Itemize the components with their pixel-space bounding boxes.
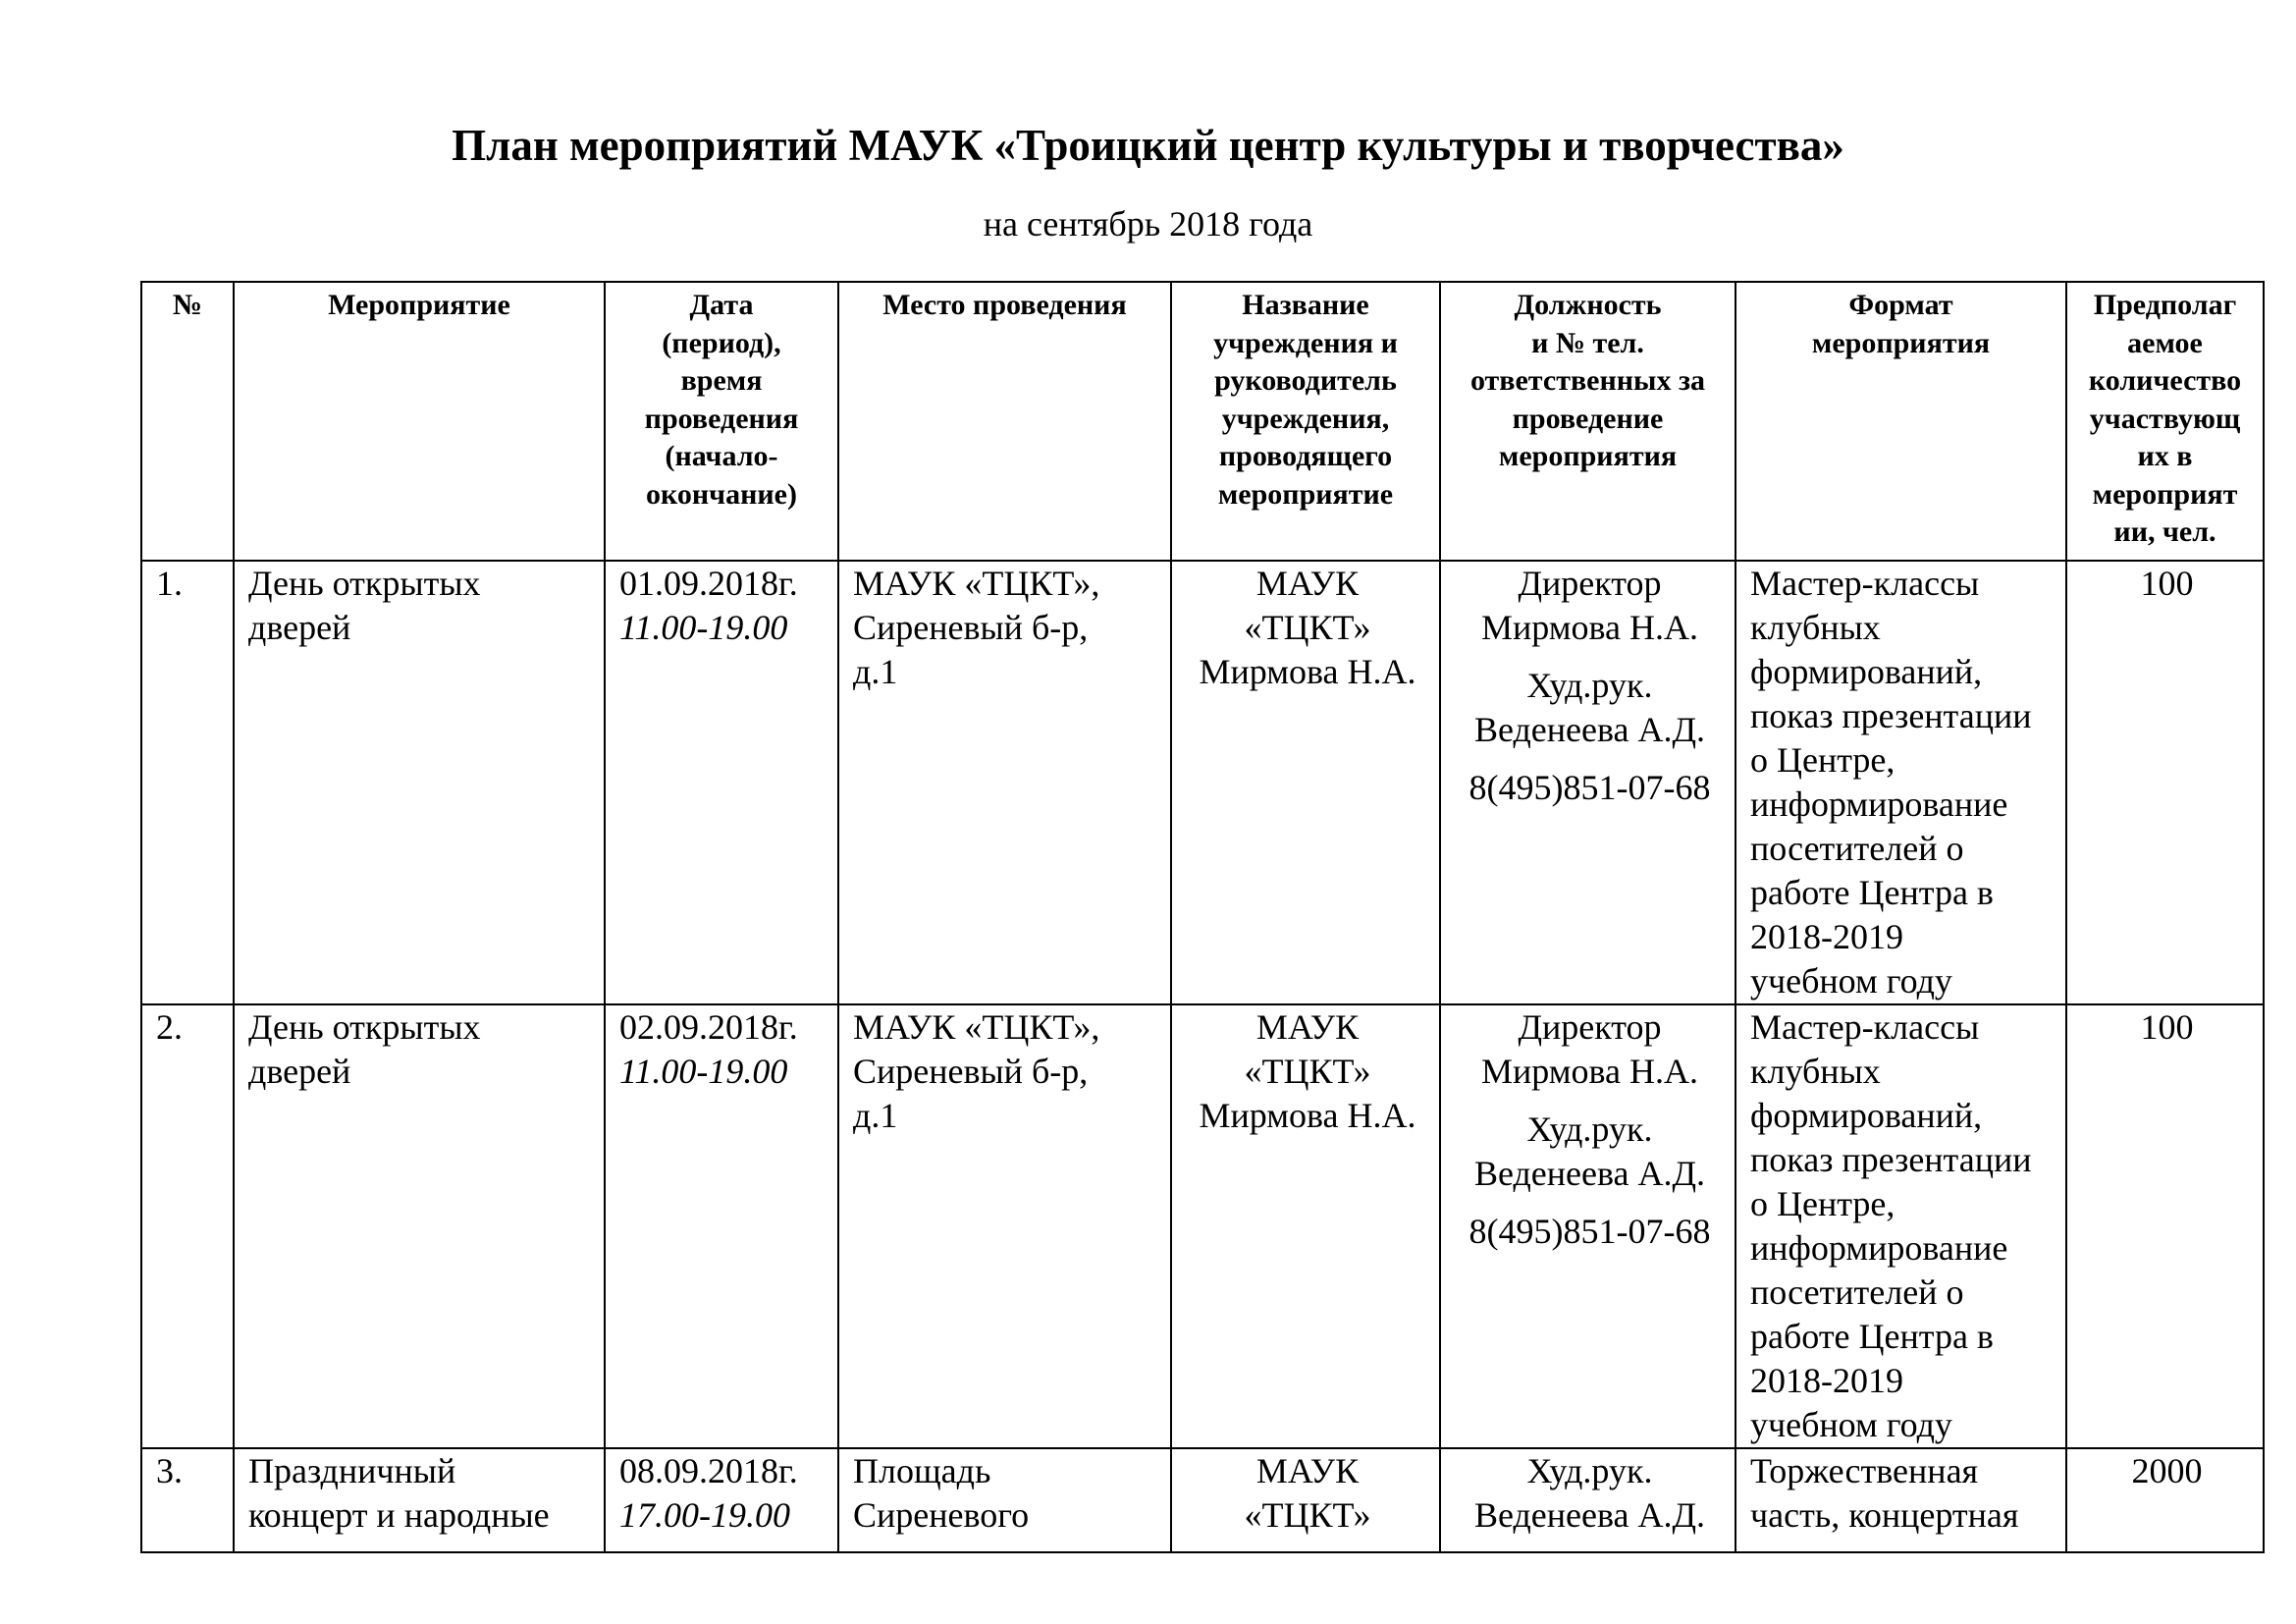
cell-date-time [605, 561, 838, 1004]
header-line: мероприятия [1811, 326, 1991, 359]
place-line: д.1 [853, 1095, 898, 1135]
format-line: о Центре, [1750, 739, 1896, 780]
header-line: Место проведения [882, 289, 1127, 321]
cell-event [234, 1004, 605, 1448]
organizer-line: Мирмова Н.А. [1199, 1095, 1416, 1135]
participants-count: 2000 [2131, 1450, 2203, 1490]
event-name-line: Праздничный [248, 1450, 456, 1490]
format-line: о Центре, [1750, 1183, 1896, 1223]
events-plan-table [140, 281, 2265, 1553]
participants-count: 100 [2140, 1006, 2194, 1047]
event-name-line: День открытых [248, 563, 481, 603]
cell-event [234, 561, 605, 1004]
format-line: часть, концертная [1750, 1494, 2019, 1535]
format-line: формирований, [1750, 1095, 1983, 1135]
header-line: Мероприятие [328, 289, 510, 321]
event-name-line: День открытых [248, 1006, 481, 1047]
organizer-line: МАУК [1255, 1006, 1360, 1047]
responsible-line: Мирмова Н.А. [1480, 1051, 1698, 1091]
header-line: ответственных за [1469, 364, 1706, 397]
responsible-line: Худ.рук. [1526, 665, 1653, 705]
format-line: информирование [1750, 784, 2008, 824]
header-line: мероприятия [1498, 440, 1678, 472]
header-line: их в [2137, 440, 2193, 472]
header-line: № [172, 289, 203, 321]
event-date: 02.09.2018г. [619, 1006, 798, 1047]
responsible-person [1455, 1005, 1725, 1094]
format-line: Мастер-классы [1750, 1006, 1980, 1047]
format-line: Мастер-классы [1750, 563, 1980, 603]
header-line: количество [2088, 364, 2242, 397]
place-line: Сиреневый б-р, [853, 1051, 1089, 1091]
responsible-person [1455, 1210, 1725, 1254]
header-date-time [605, 282, 838, 561]
header-line: проводящего [1218, 440, 1393, 472]
cell-participants-count [2066, 1004, 2264, 1448]
table-body [141, 561, 2264, 1552]
cell-format [1735, 561, 2066, 1004]
header-line: Должность [1514, 289, 1662, 321]
place-line: МАУК «ТЦКТ», [853, 1006, 1100, 1047]
place-line: Сиреневый б-р, [853, 607, 1089, 647]
event-time: 17.00-19.00 [619, 1494, 790, 1535]
cell-number [141, 1004, 234, 1448]
format-line: формирований, [1750, 651, 1983, 691]
format-line: учебном году [1750, 960, 1952, 1001]
header-responsible [1440, 282, 1735, 561]
header-line: ии, чел. [2113, 515, 2216, 548]
responsible-person [1455, 766, 1725, 810]
format-line: клубных [1750, 607, 1881, 647]
header-event [234, 282, 605, 561]
header-format [1735, 282, 2066, 561]
cell-place [838, 1448, 1171, 1552]
header-line: учреждения и [1213, 326, 1398, 359]
responsible-person [1455, 664, 1725, 752]
header-line: аемое [2127, 326, 2203, 359]
row-number: 3. [156, 1450, 183, 1490]
header-participants-count [2066, 282, 2264, 561]
cell-organizer [1171, 1448, 1440, 1552]
header-line: окончание) [646, 477, 797, 511]
cell-participants-count [2066, 1448, 2264, 1552]
table-row [141, 1004, 2264, 1448]
organizer-line: «ТЦКТ» [1244, 607, 1371, 647]
organizer-line: Мирмова Н.А. [1199, 651, 1416, 691]
responsible-line: Веденеева А.Д. [1473, 1494, 1706, 1535]
header-line: проведение [1512, 402, 1664, 435]
format-line: посетителей о [1750, 828, 1964, 868]
responsible-line: Директор [1518, 563, 1662, 603]
event-date: 08.09.2018г. [619, 1450, 798, 1490]
header-line: руководитель [1214, 364, 1397, 397]
place-line: Площадь [853, 1450, 991, 1490]
table-row [141, 1448, 2264, 1552]
cell-organizer [1171, 561, 1440, 1004]
cell-place [838, 561, 1171, 1004]
header-line: Формат [1848, 289, 1953, 321]
document-subtitle: на сентябрь 2018 года [983, 204, 1313, 244]
format-line: работе Центра в [1750, 872, 1994, 912]
header-line: участвующ [2089, 402, 2241, 435]
table-row [141, 561, 2264, 1004]
cell-format [1735, 1004, 2066, 1448]
responsible-person [1455, 1449, 1725, 1538]
format-line: показ презентации [1750, 1139, 2032, 1179]
format-line: 2018-2019 [1750, 1360, 1903, 1400]
row-number: 1. [156, 563, 183, 603]
event-name-line: концерт и народные [248, 1494, 550, 1535]
event-time: 11.00-19.00 [619, 1051, 788, 1091]
cell-participants-count [2066, 561, 2264, 1004]
cell-format [1735, 1448, 2066, 1552]
event-name-line: дверей [248, 1051, 351, 1091]
participants-count: 100 [2140, 563, 2194, 603]
place-line: д.1 [853, 651, 898, 691]
responsible-line: Директор [1518, 1006, 1662, 1047]
cell-date-time [605, 1004, 838, 1448]
organizer-line: МАУК [1255, 563, 1360, 603]
header-line: время [680, 364, 763, 397]
header-number [141, 282, 234, 561]
cell-organizer [1171, 1004, 1440, 1448]
responsible-line: Мирмова Н.А. [1480, 607, 1698, 647]
row-number: 2. [156, 1006, 183, 1047]
document-title: План мероприятий МАУК «Троицкий центр культуры и творчества» [452, 121, 1844, 170]
format-line: посетителей о [1750, 1272, 1964, 1312]
cell-responsible [1440, 1004, 1735, 1448]
format-line: Торжественная [1750, 1450, 1979, 1490]
header-line: мероприятие [1217, 477, 1394, 511]
format-line: клубных [1750, 1051, 1881, 1091]
event-time: 11.00-19.00 [619, 607, 788, 647]
header-line: Название [1242, 289, 1369, 321]
cell-number [141, 561, 234, 1004]
cell-responsible [1440, 561, 1735, 1004]
organizer-line: «ТЦКТ» [1244, 1051, 1371, 1091]
format-line: работе Центра в [1750, 1316, 1994, 1356]
cell-date-time [605, 1448, 838, 1552]
organizer-line: «ТЦКТ» [1244, 1494, 1371, 1535]
cell-place [838, 1004, 1171, 1448]
responsible-line: Веденеева А.Д. [1473, 1153, 1706, 1193]
place-line: МАУК «ТЦКТ», [853, 563, 1100, 603]
header-line: Предполаг [2093, 289, 2237, 321]
table-header-row [141, 282, 2264, 561]
event-date: 01.09.2018г. [619, 563, 798, 603]
responsible-line: Худ.рук. [1526, 1109, 1653, 1149]
header-line: (период), [662, 326, 781, 359]
place-line: Сиреневого [853, 1494, 1030, 1535]
responsible-person [1455, 562, 1725, 650]
cell-event [234, 1448, 605, 1552]
event-name-line: дверей [248, 607, 351, 647]
format-line: информирование [1750, 1227, 2008, 1268]
header-organizer [1171, 282, 1440, 561]
format-line: 2018-2019 [1750, 916, 1903, 956]
format-line: показ презентации [1750, 695, 2032, 735]
header-line: учреждения, [1221, 402, 1390, 435]
responsible-line: Худ.рук. [1526, 1450, 1653, 1490]
responsible-line: Веденеева А.Д. [1473, 709, 1706, 749]
header-line: Дата [689, 289, 754, 321]
organizer-line: МАУК [1255, 1450, 1360, 1490]
header-place [838, 282, 1171, 561]
cell-responsible [1440, 1448, 1735, 1552]
cell-number [141, 1448, 234, 1552]
header-line: мероприят [2092, 477, 2238, 511]
responsible-person [1455, 1108, 1725, 1196]
format-line: учебном году [1750, 1404, 1952, 1444]
header-line: проведения [644, 402, 799, 435]
responsible-line: 8(495)851-07-68 [1468, 1211, 1711, 1251]
header-line: и № тел. [1531, 326, 1644, 359]
header-line: (начало- [665, 440, 778, 472]
responsible-line: 8(495)851-07-68 [1468, 767, 1711, 807]
